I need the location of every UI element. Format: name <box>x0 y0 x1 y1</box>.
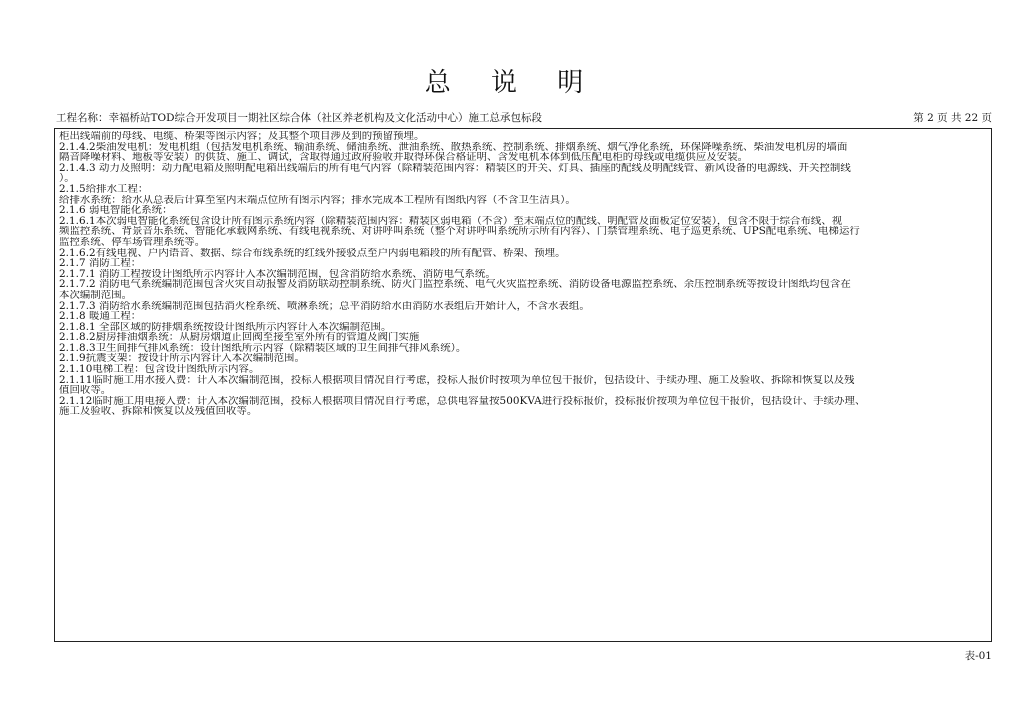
text-line: 2.1.7 消防工程： <box>59 258 142 269</box>
text-line: 2.1.8 暖通工程： <box>59 311 142 322</box>
text-line: 隔音降噪材料、地板等安装）的供货、施工、调试，含取得通过政府验收并取得环保合格证明、含发电机本体到低压配电柜的母线或电缆供应及安装。 <box>59 152 749 163</box>
text-line: 2.1.8.3卫生间排气排风系统：设计图纸所示内容（除精装区域的卫生间排气排风系统）。 <box>59 342 467 354</box>
text-line: 2.1.7.2 消防电气系统编制范围包含火灾自动报警及消防联动控制系统、防火门监控系统、电气火灾监控系统、消防设备电源监控系统、余压控制系统等按设计图纸均包含在 <box>59 279 851 290</box>
text-line: 本次编制范围。 <box>59 289 133 301</box>
text-line: 柜出线端前的母线、电缆、桥架等图示内容；及其整个项目涉及到的预留预埋。 <box>59 131 425 142</box>
text-line: 2.1.5给排水工程： <box>59 183 149 195</box>
text-line: 2.1.12临时施工用电接入费：计入本次编制范围，投标人根据项目情况自行考虑，总供电容量按500KVA进行投标报价，投标报价按项为单位包干报价，包括设计、手续办理、 <box>59 395 866 407</box>
text-line: 给排水系统：给水从总表后计算至室内末端点位所有图示内容；排水完成本工程所有图纸内容（不含卫生洁具）。 <box>59 194 576 206</box>
form-number: 表-01 <box>964 650 992 662</box>
text-line: 2.1.10电梯工程：包含设计图纸所示内容。 <box>59 364 260 375</box>
text-line: 监控系统、停车场管理系统等。 <box>59 236 206 248</box>
text-line: 2.1.4.3 动力及照明：动力配电箱及照明配电箱出线端后的所有电气内容（除精装范围内容：精装区的开关、灯具、插座的配线及明配线管、新风设备的电源线、开关控制线 <box>59 162 851 174</box>
content-frame <box>54 128 992 642</box>
document-title: 总 说 明 <box>424 68 600 98</box>
text-line: 2.1.6 弱电智能化系统： <box>59 205 173 216</box>
text-line: 2.1.6.1本次弱电智能化系统包含设计所有图示系统内容（除精装范围内容：精装区弱电箱（不含）至末端点位的配线、明配管及面板定位安装），包含不限于综合布线、视 <box>59 215 843 227</box>
text-line: 2.1.6.2有线电视、户内语音、数据、综合布线系统的红线外接驳点至户内弱电箱段的所有配管、桥架、预埋。 <box>59 247 566 259</box>
text-line: 2.1.7.3 消防给水系统编制范围包括消火栓系统、喷淋系统；总平消防给水由消防水表组后开始计入，不含水表组。 <box>59 300 590 312</box>
text-line: 2.1.4.2柴油发电机：发电机组（包括发电机系统、输油系统、储油系统、泄油系统、散热系统、控制系统、排烟系统、烟气净化系统，环保降噪系统、柴油发电机房的墙面 <box>59 141 848 153</box>
text-line: 频监控系统、背景音乐系统、智能化承载网系统、有线电视系统、对讲呼叫系统（整个对讲呼叫系统所示所有内容）、门禁管理系统、电子巡更系统、UPS配电系统、电梯运行 <box>59 226 860 237</box>
project-name: 工程名称：幸福桥站TOD综合开发项目一期社区综合体（社区养老机构及文化活动中心）施工总承包标段 <box>56 112 543 124</box>
header-row <box>56 110 992 126</box>
text-line: 值回收等。 <box>59 385 112 396</box>
text-line: 2.1.9抗震支架：按设计所示内容计入本次编制范围。 <box>59 353 305 365</box>
text-line: 施工及验收、拆除和恢复以及残值回收等。 <box>59 406 258 418</box>
text-line: 2.1.11临时施工用水接入费：计入本次编制范围，投标人根据项目情况自行考虑，投标人报价时按项为单位包干报价，包括设计、手续办理、施工及验收、拆除和恢复以及残 <box>59 374 855 386</box>
page-info: 第 2 页 共 22 页 <box>913 112 992 124</box>
text-line: 2.1.7.1 消防工程按设计图纸所示内容计入本次编制范围，包含消防给水系统、消防电气系统。 <box>59 268 496 280</box>
text-line: ）。 <box>59 173 75 184</box>
text-line: 2.1.8.2厨房排油烟系统：从厨房烟道止回阀至接至室外所有的管道及阀门实施 <box>59 332 420 343</box>
text-line: 2.1.8.1 全部区域的防排烟系统按设计图纸所示内容计入本次编制范围。 <box>59 321 392 333</box>
